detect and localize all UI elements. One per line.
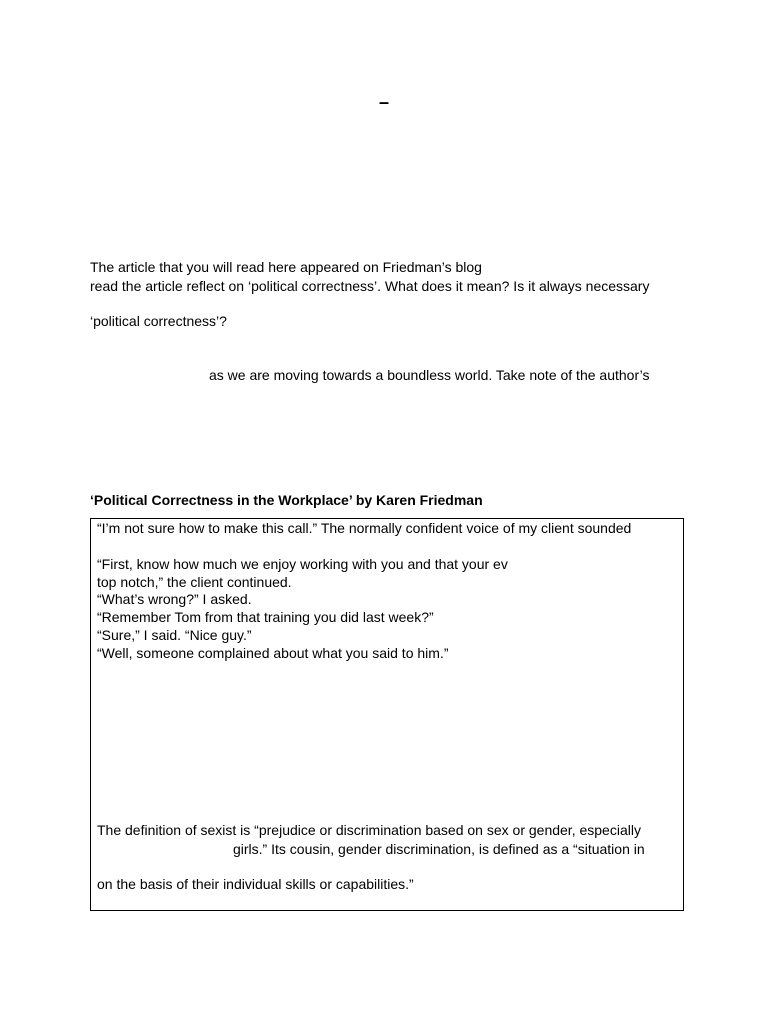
article-line: “Remember Tom from that training you did last week?” — [97, 609, 434, 625]
intro-line-1: The article that you will read here appeared on Friedman’s blog — [90, 259, 482, 275]
article-line: “What’s wrong?” I asked. — [97, 591, 252, 607]
article-line: “Well, someone complained about what you said to him.” — [97, 645, 449, 661]
article-line: on the basis of their individual skills or capabilities.” — [97, 876, 414, 892]
article-line: top notch,” the client continued. — [97, 574, 292, 590]
article-line: “Sure,” I said. “Nice guy.” — [97, 627, 252, 643]
article-title: ‘Political Correctness in the Workplace’ by Karen Friedman — [90, 492, 483, 508]
header-dash: – — [379, 92, 390, 112]
article-line: girls.” Its cousin, gender discrimination, is defined as a “situation in — [233, 841, 645, 857]
article-excerpt-box — [90, 518, 684, 911]
intro-line-3: ‘political correctness’? — [90, 313, 227, 329]
intro-line-4: as we are moving towards a boundless world. Take note of the author’s — [209, 367, 650, 383]
article-line: The definition of sexist is “prejudice or discrimination based on sex or gender, especially — [97, 822, 641, 838]
intro-line-2: read the article reflect on ‘political correctness’. What does it mean? Is it always necessary — [90, 278, 650, 294]
article-line: “I’m not sure how to make this call.” The normally confident voice of my client sounded — [97, 520, 632, 536]
article-line: “First, know how much we enjoy working with you and that your ev — [97, 556, 508, 572]
